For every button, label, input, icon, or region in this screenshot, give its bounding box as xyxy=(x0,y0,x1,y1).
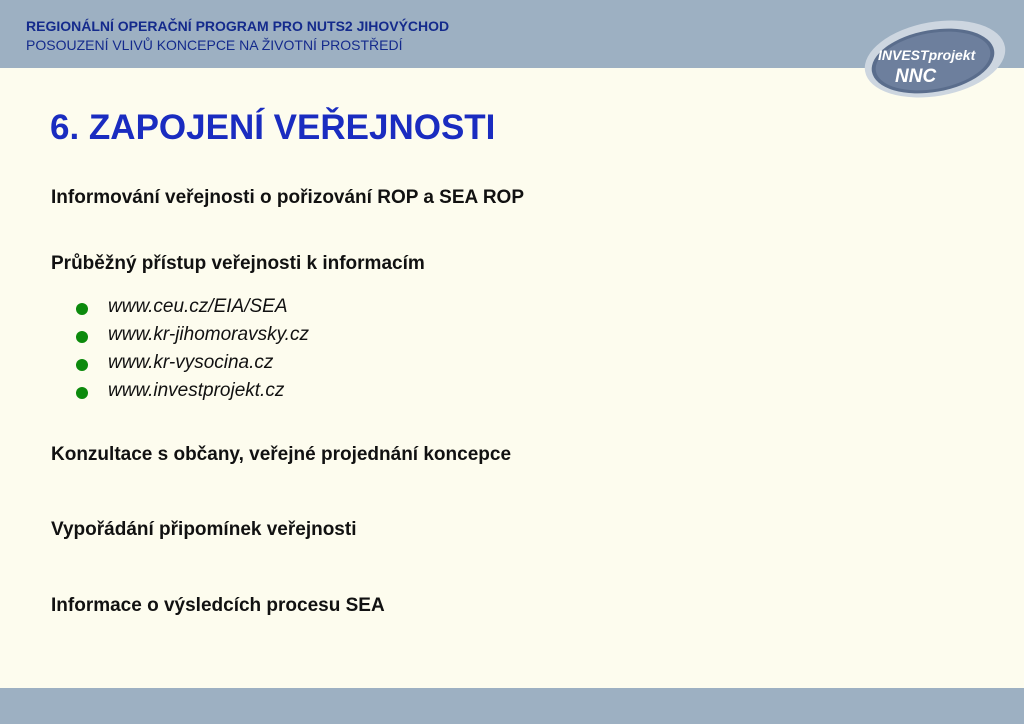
link-ceu[interactable]: www.ceu.cz/EIA/SEA xyxy=(108,296,288,317)
section-vyporadani: Vypořádání připomínek veřejnosti xyxy=(51,519,357,540)
section-prubezny-pristup: Průběžný přístup veřejnosti k informacím xyxy=(51,253,425,274)
link-list xyxy=(76,293,309,405)
footer-band xyxy=(0,688,1024,724)
link-kr-jihomoravsky[interactable]: www.kr-jihomoravsky.cz xyxy=(108,324,309,345)
section-konzultace: Konzultace s občany, veřejné projednání koncepce xyxy=(51,444,512,465)
bullet-dot-icon xyxy=(76,359,88,371)
bullet-dot-icon xyxy=(76,331,88,343)
section-informovani: Informování veřejnosti o pořizování ROP a SEA ROP xyxy=(51,187,524,208)
bullet-dot-icon xyxy=(76,387,88,399)
header-subtitle: POSOUZENÍ VLIVŮ KONCEPCE NA ŽIVOTNÍ PROSTŘEDÍ xyxy=(26,37,403,53)
link-investprojekt[interactable]: www.investprojekt.cz xyxy=(108,380,285,401)
link-kr-vysocina[interactable]: www.kr-vysocina.cz xyxy=(108,352,274,373)
header-program-title: REGIONÁLNÍ OPERAČNÍ PROGRAM PRO NUTS2 JIHOVÝCHOD xyxy=(26,18,450,34)
list-item xyxy=(76,321,309,349)
page-title: 6. ZAPOJENÍ VEŘEJNOSTI xyxy=(50,108,496,147)
logo-text-investprojekt: INVESTprojekt xyxy=(878,47,976,63)
bullet-dot-icon xyxy=(76,303,88,315)
list-item xyxy=(76,349,309,377)
section-informace: Informace o výsledcích procesu SEA xyxy=(51,595,385,616)
logo-text-nnc: NNC xyxy=(895,66,937,87)
list-item xyxy=(76,293,309,321)
list-item xyxy=(76,377,309,405)
